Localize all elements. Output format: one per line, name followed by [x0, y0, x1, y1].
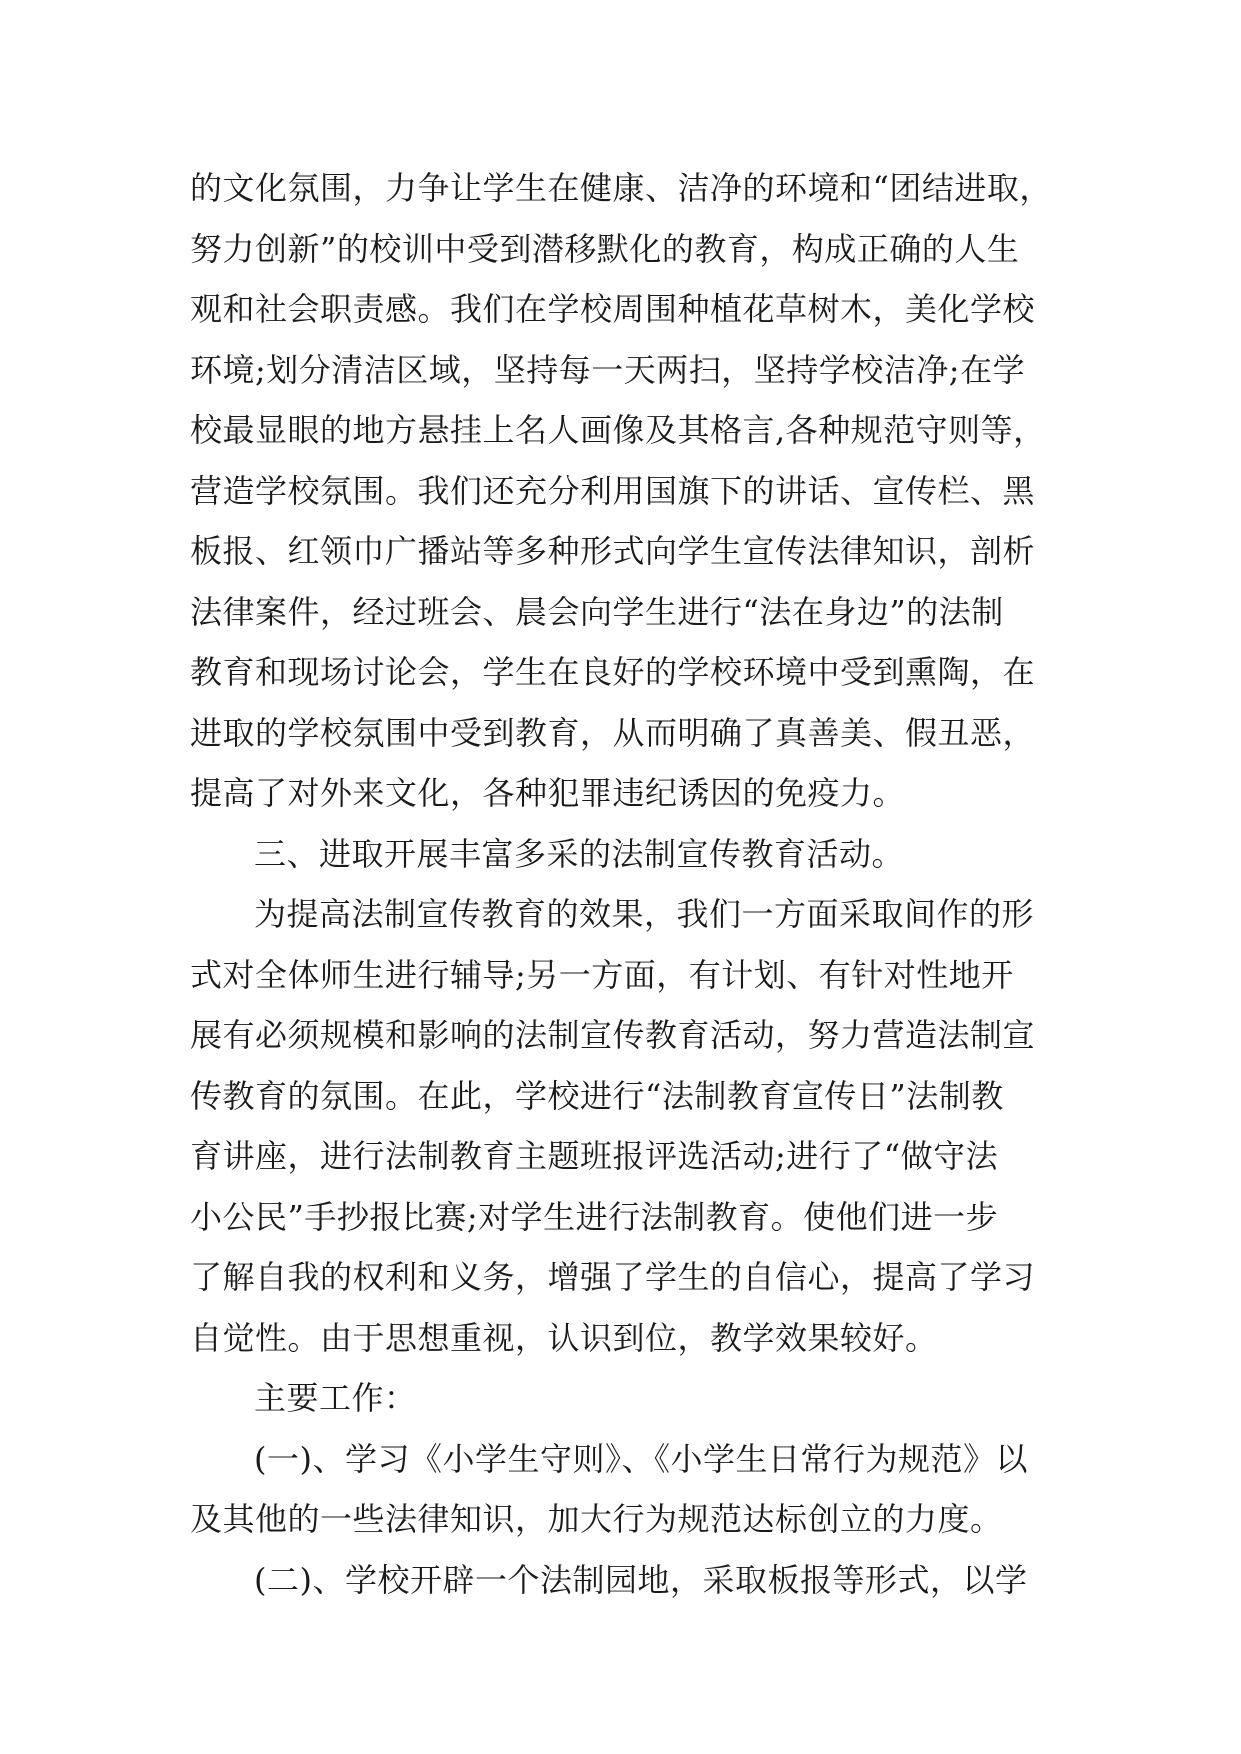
text-line: 展有必须规模和影响的法制宣传教育活动，努力营造法制宣: [190, 1016, 1036, 1054]
text-line: (二)、学校开辟一个法制园地，采取板报等形式，以学: [254, 1560, 1028, 1599]
document-body: [190, 158, 1070, 1610]
text-line: 了解自我的权利和义务，增强了学生的自信心，提高了学习: [190, 1258, 1036, 1296]
text-line: 主要工作：: [254, 1379, 417, 1417]
text-line: 育讲座，进行法制教育主题班报评选活动;进行了“做守法: [190, 1137, 999, 1175]
text-line: 为提高法制宣传教育的效果，我们一方面采取间作的形: [254, 895, 1035, 933]
text-line: 小公民”手抄报比赛;对学生进行法制教育。使他们进一步: [190, 1197, 999, 1236]
text-line: 法律案件，经过班会、晨会向学生进行“法在身边”的法制: [190, 592, 1004, 631]
text-line: (一)、学习《小学生守则》、《小学生日常行为规范》以: [254, 1439, 1028, 1478]
text-line: 观和社会职责感。我们在学校周围种植花草树木，美化学校: [190, 290, 1036, 328]
text-line: 及其他的一些法律知识，加大行为规范达标创立的力度。: [190, 1500, 1003, 1538]
text-line: 进取的学校氛围中受到教育，从而明确了真善美、假丑恶，: [190, 713, 1036, 752]
text-line: 自觉性。由于思想重视，认识到位，教学效果较好。: [190, 1318, 938, 1357]
text-line: 的文化氛围，力争让学生在健康、洁净的环境和“团结进取，: [190, 169, 1052, 207]
text-line: 传教育的氛围。在此，学校进行“法制教育宣传日”法制教: [190, 1076, 1004, 1115]
text-line: 环境;划分清洁区域，坚持每一天两扫，坚持学校洁净;在学: [190, 350, 1026, 389]
text-line: 教育和现场讨论会，学生在良好的学校环境中受到熏陶，在: [190, 653, 1036, 691]
text-line: 板报、红领巾广播站等多种形式向学生宣传法律知识，剖析: [190, 532, 1036, 570]
text-line: 三、进取开展丰富多采的法制宣传教育活动。: [254, 834, 905, 873]
text-line: 营造学校氛围。我们还充分利用国旗下的讲话、宣传栏、黑: [190, 471, 1036, 510]
text-line: 式对全体师生进行辅导;另一方面，有计划、有针对性地开: [190, 955, 1014, 994]
text-line: 校最显眼的地方悬挂上名人画像及其格言,各种规范守则等，: [190, 411, 1046, 449]
text-line: 努力创新”的校训中受到潜移默化的教育，构成正确的人生: [190, 229, 1020, 268]
text-line: 提高了对外来文化，各种犯罪违纪诱因的免疫力。: [190, 774, 906, 812]
